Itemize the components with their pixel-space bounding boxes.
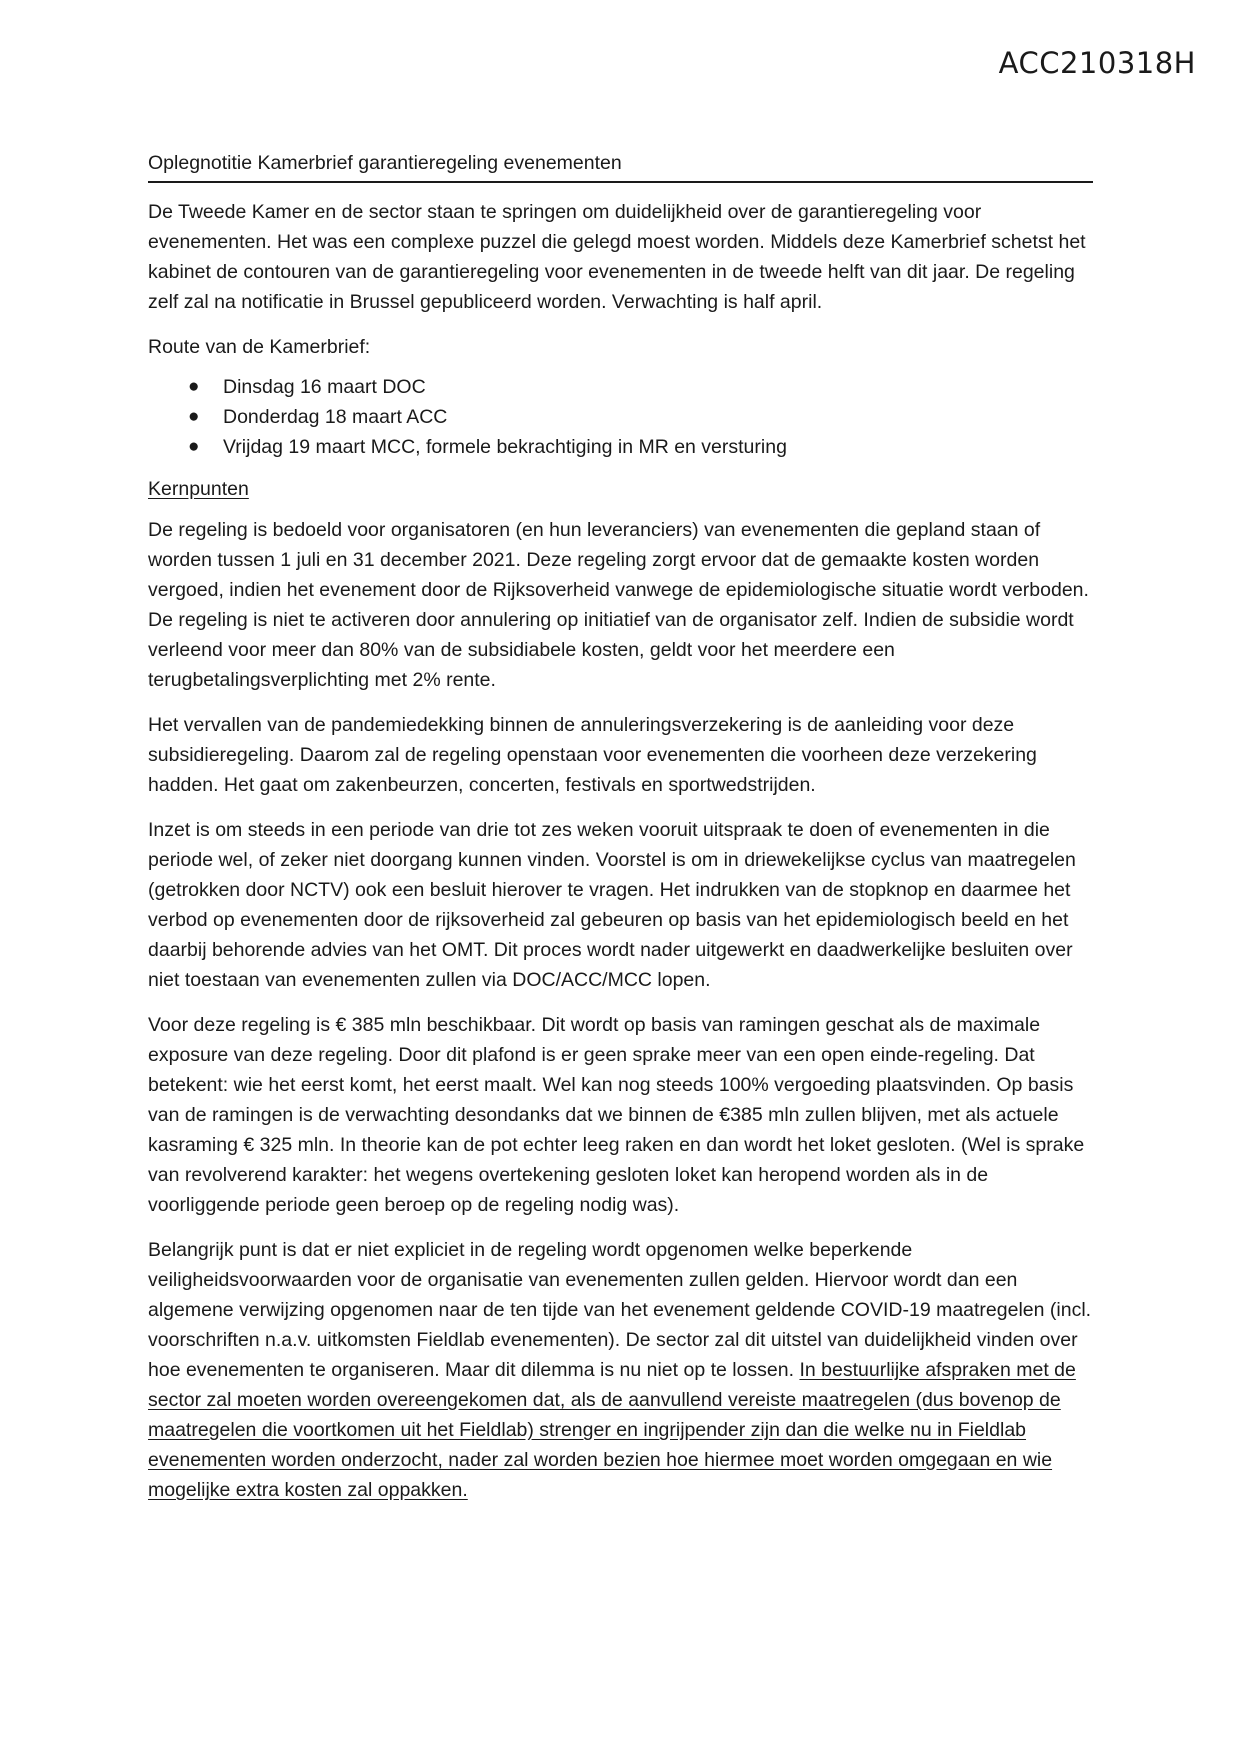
bullet-icon: ● bbox=[188, 376, 200, 397]
body-paragraph: Voor deze regeling is € 385 mln beschikbaar. Dit wordt op basis van ramingen geschat als de maximale exposure van deze regeling. Door dit plafond is er geen sprake meer van een open einde-regeling. Dat betekent: wie het eerst komt, het eerst maalt. Wel kan nog steeds 100% vergoeding plaatsvinden. Op basis van de ramingen is de verwachting desondanks dat we binnen de €385 mln zullen blijven, met als actuele kasraming € 325 mln. In theorie kan de pot echter leeg raken en dan wordt het loket gesloten. (Wel is sprake van revolverend karakter: het wegens overtekening gesloten loket kan heropend worden als in de voorliggende periode geen beroep op de regeling nodig was). bbox=[148, 1014, 1085, 1216]
bullet-icon: ● bbox=[188, 436, 200, 457]
underlined-agreement-text: In bestuurlijke afspraken met de sector zal moeten worden overeengekomen dat, als de aanvullend vereiste maatregelen (dus bovenop de maatregelen die voortkomen uit het Fieldlab) strenger en ingrijpender zijn dan die welke nu in Fieldlab evenementen worden onderzocht, nader zal worden bezien hoe hiermee moet worden omgegaan en wie mogelijke extra kosten zal oppakken. bbox=[148, 1359, 1076, 1501]
intro-paragraph: De Tweede Kamer en de sector staan te springen om duidelijkheid over de garantieregeling voor evenementen. Het was een complexe puzzel die gelegd moest worden. Middels deze Kamerbrief schetst het kabinet de contouren van de garantieregeling voor evenementen in de tweede helft van dit jaar. De regeling zelf zal na notificatie in Brussel gepubliceerd worden. Verwachting is half april. bbox=[148, 201, 1086, 313]
route-heading: Route van de Kamerbrief: bbox=[148, 336, 371, 358]
list-item bbox=[188, 432, 1093, 462]
route-list bbox=[148, 372, 1093, 462]
document-body bbox=[148, 148, 1093, 1520]
list-item bbox=[188, 372, 1093, 402]
body-paragraph: Inzet is om steeds in een periode van drie tot zes weken vooruit uitspraak te doen of evenementen in die periode wel, of zeker niet doorgang kunnen vinden. Voorstel is om in driewekelijkse cyclus van maatregelen (getrokken door NCTV) ook een besluit hierover te vragen. Het indrukken van de stopknop en daarmee het verbod op evenementen door de rijksoverheid zal gebeuren op basis van het epidemiologisch beeld en het daarbij behorende advies van het OMT. Dit proces wordt nader uitgewerkt en daadwerkelijke besluiten over niet toestaan van evenementen zullen via DOC/ACC/MCC lopen. bbox=[148, 819, 1076, 991]
route-item-text: Dinsdag 16 maart DOC bbox=[223, 376, 426, 398]
list-item bbox=[188, 402, 1093, 432]
final-paragraph bbox=[148, 1235, 1093, 1505]
final-paragraph-text: Belangrijk punt is dat er niet expliciet in de regeling wordt opgenomen welke beperkende veiligheidsvoorwaarden voor de organisatie van evenementen zullen gelden. Hiervoor wordt dan een algemene verwijzing opgenomen naar de ten tijde van het evenement geldende COVID-19 maatregelen (incl. voorschriften n.a.v. uitkomsten Fieldlab evenementen). De sector zal dit uitstel van duidelijkheid vinden over hoe evenementen te organiseren. Maar dit dilemma is nu niet op te lossen. bbox=[148, 1239, 1092, 1381]
body-paragraph: De regeling is bedoeld voor organisatoren (en hun leveranciers) van evenementen die gepland staan of worden tussen 1 juli en 31 december 2021. Deze regeling zorgt ervoor dat de gemaakte kosten worden vergoed, indien het evenement door de Rijksoverheid vanwege de epidemiologische situatie wordt verboden. De regeling is niet te activeren door annulering op initiatief van de organisator zelf. Indien de subsidie wordt verleend voor meer dan 80% van de subsidiabele kosten, geldt voor het meerdere een terugbetalingsverplichting met 2% rente. bbox=[148, 519, 1089, 691]
section-heading-kernpunten: Kernpunten bbox=[148, 478, 249, 500]
route-item-text: Vrijdag 19 maart MCC, formele bekrachtiging in MR en versturing bbox=[223, 436, 787, 458]
document-code: ACC210318H bbox=[998, 46, 1196, 80]
route-item-text: Donderdag 18 maart ACC bbox=[223, 406, 448, 428]
document-title: Oplegnotitie Kamerbrief garantieregeling evenementen bbox=[148, 148, 1093, 183]
bullet-icon: ● bbox=[188, 406, 200, 427]
body-paragraph: Het vervallen van de pandemiedekking binnen de annuleringsverzekering is de aanleiding voor deze subsidieregeling. Daarom zal de regeling openstaan voor evenementen die voorheen deze verzekering hadden. Het gaat om zakenbeurzen, concerten, festivals en sportwedstrijden. bbox=[148, 714, 1037, 796]
